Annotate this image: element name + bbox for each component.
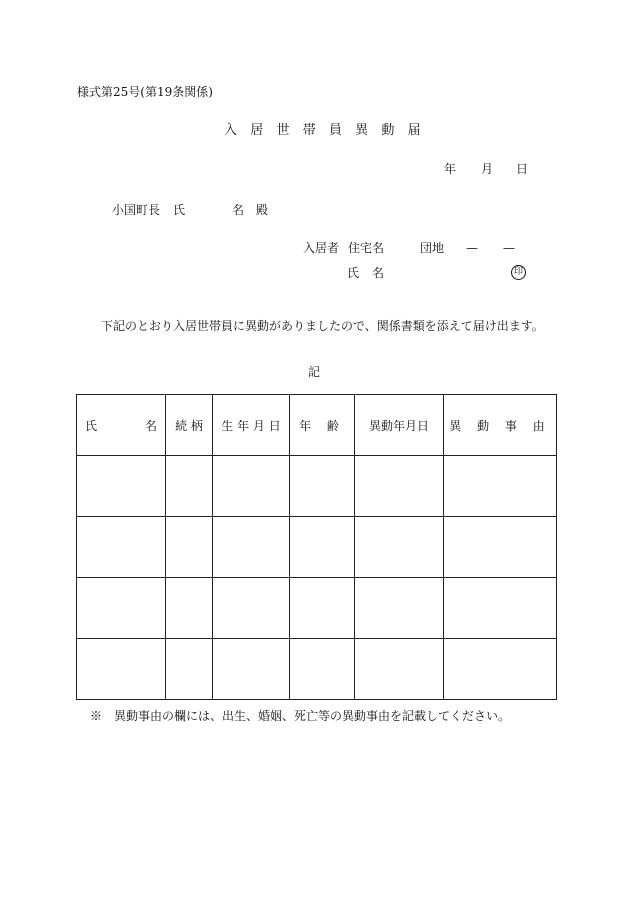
cell-reason[interactable]: [444, 578, 557, 639]
ki-label: 記: [308, 365, 321, 379]
table-row: [77, 456, 557, 517]
footnote: ※ 異動事由の欄には、出生、婚姻、死亡等の異動事由を記載してください。: [90, 709, 511, 723]
document-title: 入 居 世 帯 員 異 動 届: [224, 123, 426, 138]
header-reason: 異 動 事 由: [444, 395, 557, 456]
cell-reason[interactable]: [444, 639, 557, 700]
cell-change-date[interactable]: [355, 517, 444, 578]
addressee-name-label2: 名: [232, 203, 245, 217]
applicant-name-label2: 名: [372, 266, 385, 280]
applicant-complex-label: 団地: [420, 241, 445, 255]
table-row: [77, 517, 557, 578]
table-row: [77, 578, 557, 639]
date-year-label: 年: [444, 162, 457, 176]
header-name-b: 名: [144, 418, 157, 433]
cell-reason[interactable]: [444, 456, 557, 517]
applicant-dash-1: —: [466, 241, 478, 255]
applicant-name-label: 氏: [347, 266, 360, 280]
applicant-role: 入居者: [303, 241, 340, 255]
cell-age[interactable]: [290, 456, 355, 517]
addressee-office: 小国町長: [112, 203, 161, 217]
header-change-date: 異動年月日: [355, 395, 444, 456]
table-row: [77, 639, 557, 700]
header-birthdate: 生 年 月 日: [213, 395, 290, 456]
applicant-dash-2: —: [503, 241, 515, 255]
cell-change-date[interactable]: [355, 456, 444, 517]
cell-age[interactable]: [290, 639, 355, 700]
date-day-label: 日: [516, 162, 529, 176]
cell-birthdate[interactable]: [213, 578, 290, 639]
form-number: 様式第25号(第19条関係): [77, 85, 213, 99]
cell-birthdate[interactable]: [213, 517, 290, 578]
cell-name[interactable]: [77, 517, 166, 578]
cell-relation[interactable]: [166, 639, 213, 700]
addressee-honorific: 殿: [256, 203, 269, 217]
cell-name[interactable]: [77, 456, 166, 517]
cell-change-date[interactable]: [355, 578, 444, 639]
cell-change-date[interactable]: [355, 639, 444, 700]
cell-name[interactable]: [77, 639, 166, 700]
header-name: [77, 395, 166, 456]
change-records-table: [76, 394, 557, 700]
cell-relation[interactable]: [166, 456, 213, 517]
cell-birthdate[interactable]: [213, 456, 290, 517]
seal-mark: 印: [511, 265, 526, 280]
cell-name[interactable]: [77, 578, 166, 639]
cell-relation[interactable]: [166, 517, 213, 578]
cell-reason[interactable]: [444, 517, 557, 578]
applicant-address-label: 住宅名: [348, 241, 385, 255]
cell-age[interactable]: [290, 517, 355, 578]
addressee-name-label: 氏: [173, 203, 186, 217]
header-name-a: 氏: [85, 418, 98, 433]
date-month-label: 月: [481, 162, 494, 176]
body-text: 下記のとおり入居世帯員に異動がありましたので、関係書類を添えて届け出ます。: [101, 319, 544, 333]
header-age: 年 齢: [290, 395, 355, 456]
cell-relation[interactable]: [166, 578, 213, 639]
header-relation: 続 柄: [166, 395, 213, 456]
table-header-row: [77, 395, 557, 456]
cell-birthdate[interactable]: [213, 639, 290, 700]
cell-age[interactable]: [290, 578, 355, 639]
